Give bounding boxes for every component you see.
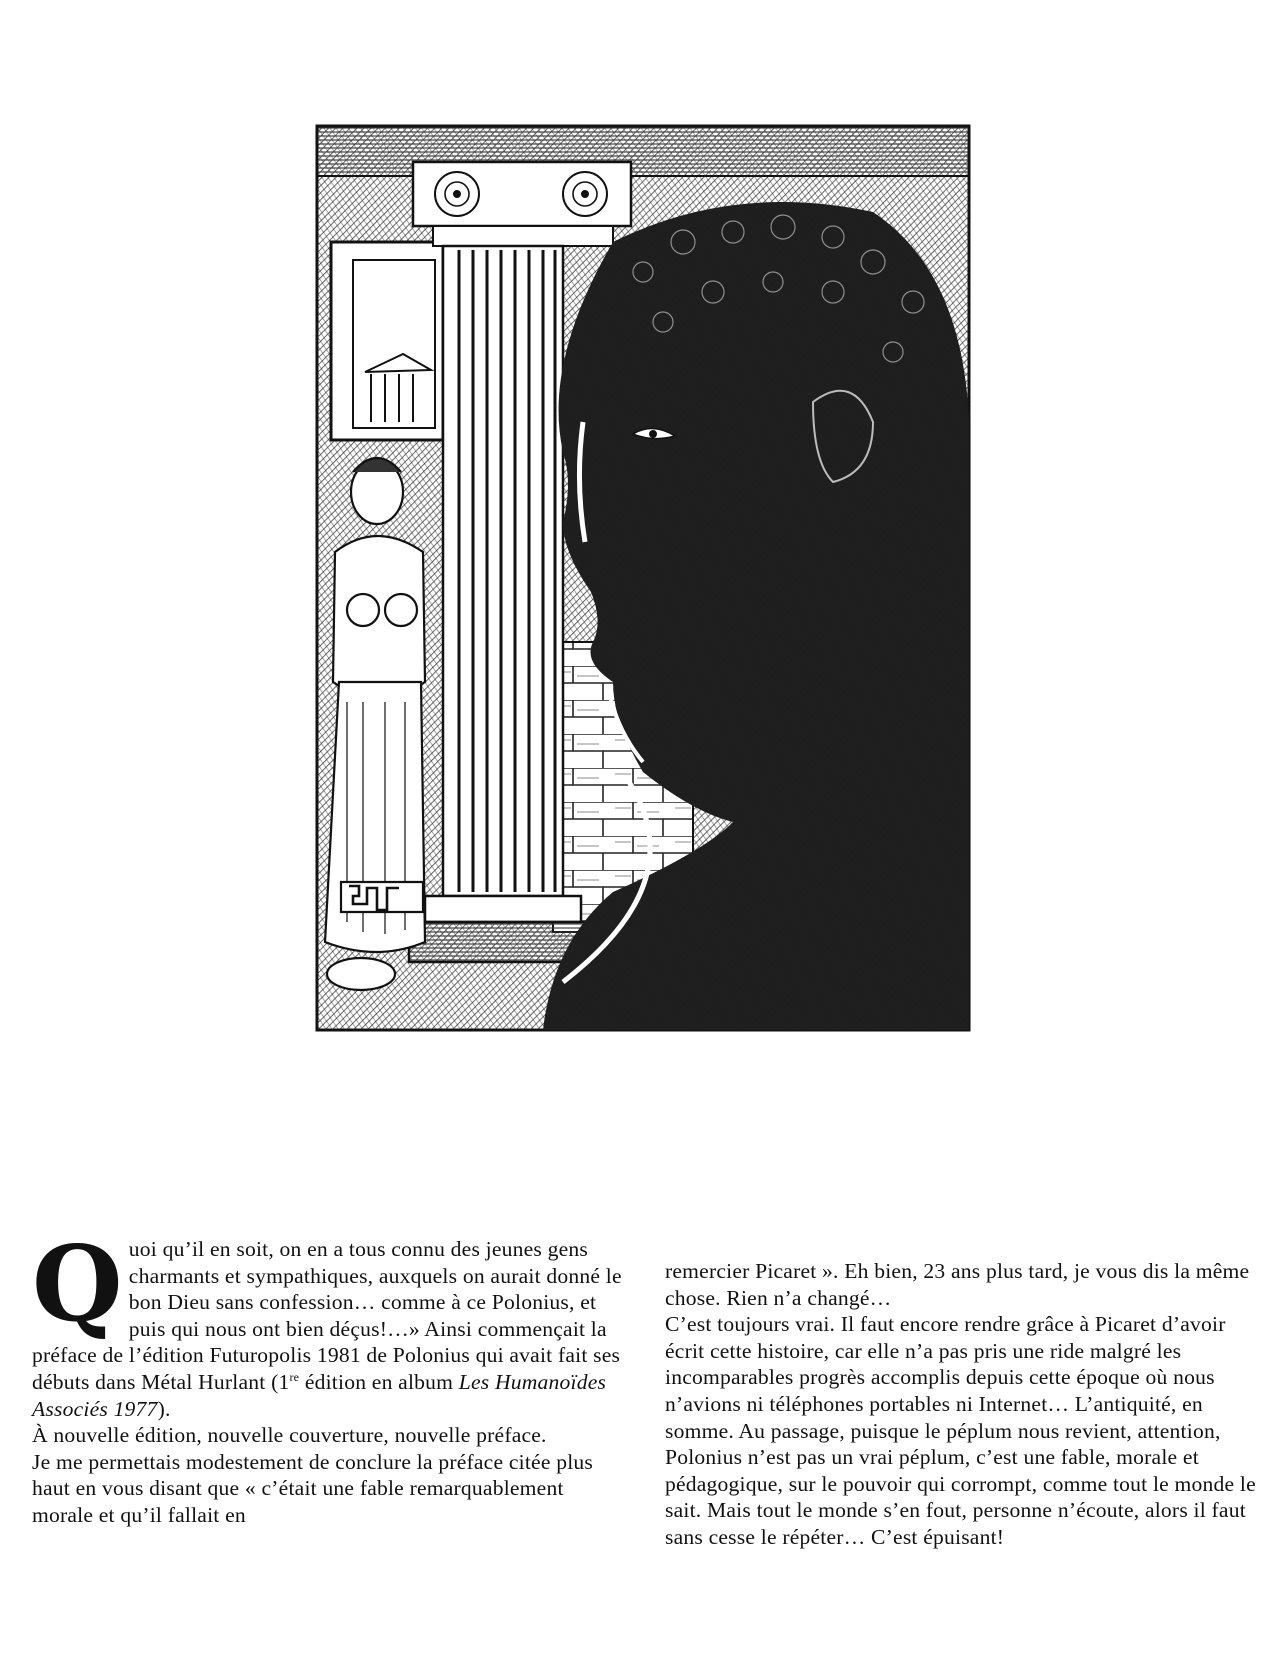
ink-illustration [313,122,973,1034]
text-column-left [32,1222,627,1529]
ordinal-superscript: re [289,1369,300,1384]
paragraph-thanks: remercier Picaret ». Eh bien, 23 ans plus tard, je vous dis la même chose. Rien n’a changé… [665,1259,1250,1310]
intro-text-cont: édition en album [299,1369,459,1394]
paragraph-new-edition: À nouvelle édition, nouvelle couverture, nouvelle préface. [32,1423,547,1448]
paragraph-intro [32,1222,627,1422]
intro-text: uoi qu’il en soit, on en a tous connu des jeunes gens charmants et sympathiques, auxquels on aurait donné le bon Dieu sans confession… comme à ce Polonius, et puis qui nous ont bien déçus!…» Ainsi commençait la préface de l’édition Futuropolis 1981 de Polonius qui avait fait ses débuts dans Métal Hurlant (1 [32,1237,622,1394]
paragraph-still-true: C’est toujours vrai. Il faut encore rendre grâce à Picaret d’avoir écrit cette histoire, car elle n’a pas pris une ride malgré les incomparables progrès accomplis depuis cette époque où nous n’avions ni téléphones portables ni Internet… L’antiquité, en somme. Au passage, puisque le péplum nous revient, attention, Polonius n’est pas un vrai péplum, c’est une fable, morale et pédagogique, sur le pouvoir qui corrompt, comme tout le monde le sait. Mais tout le monde s’en fout, personne n’écoute, alors il faut sans cesse le répéter… C’est épuisant! [665,1312,1256,1549]
paragraph-conclusion: Je me permettais modestement de conclure la préface citée plus haut en vous disant que « c’était une fable remarquablement morale et qu’il fallait en [32,1449,593,1527]
drop-cap: Q [32,1222,123,1345]
ink-illustration-svg [313,122,973,1034]
text-column-right [665,1258,1265,1551]
intro-text-end: ). [157,1396,171,1421]
publisher-title: Les Humanoïdes Associés 1977 [32,1369,607,1421]
